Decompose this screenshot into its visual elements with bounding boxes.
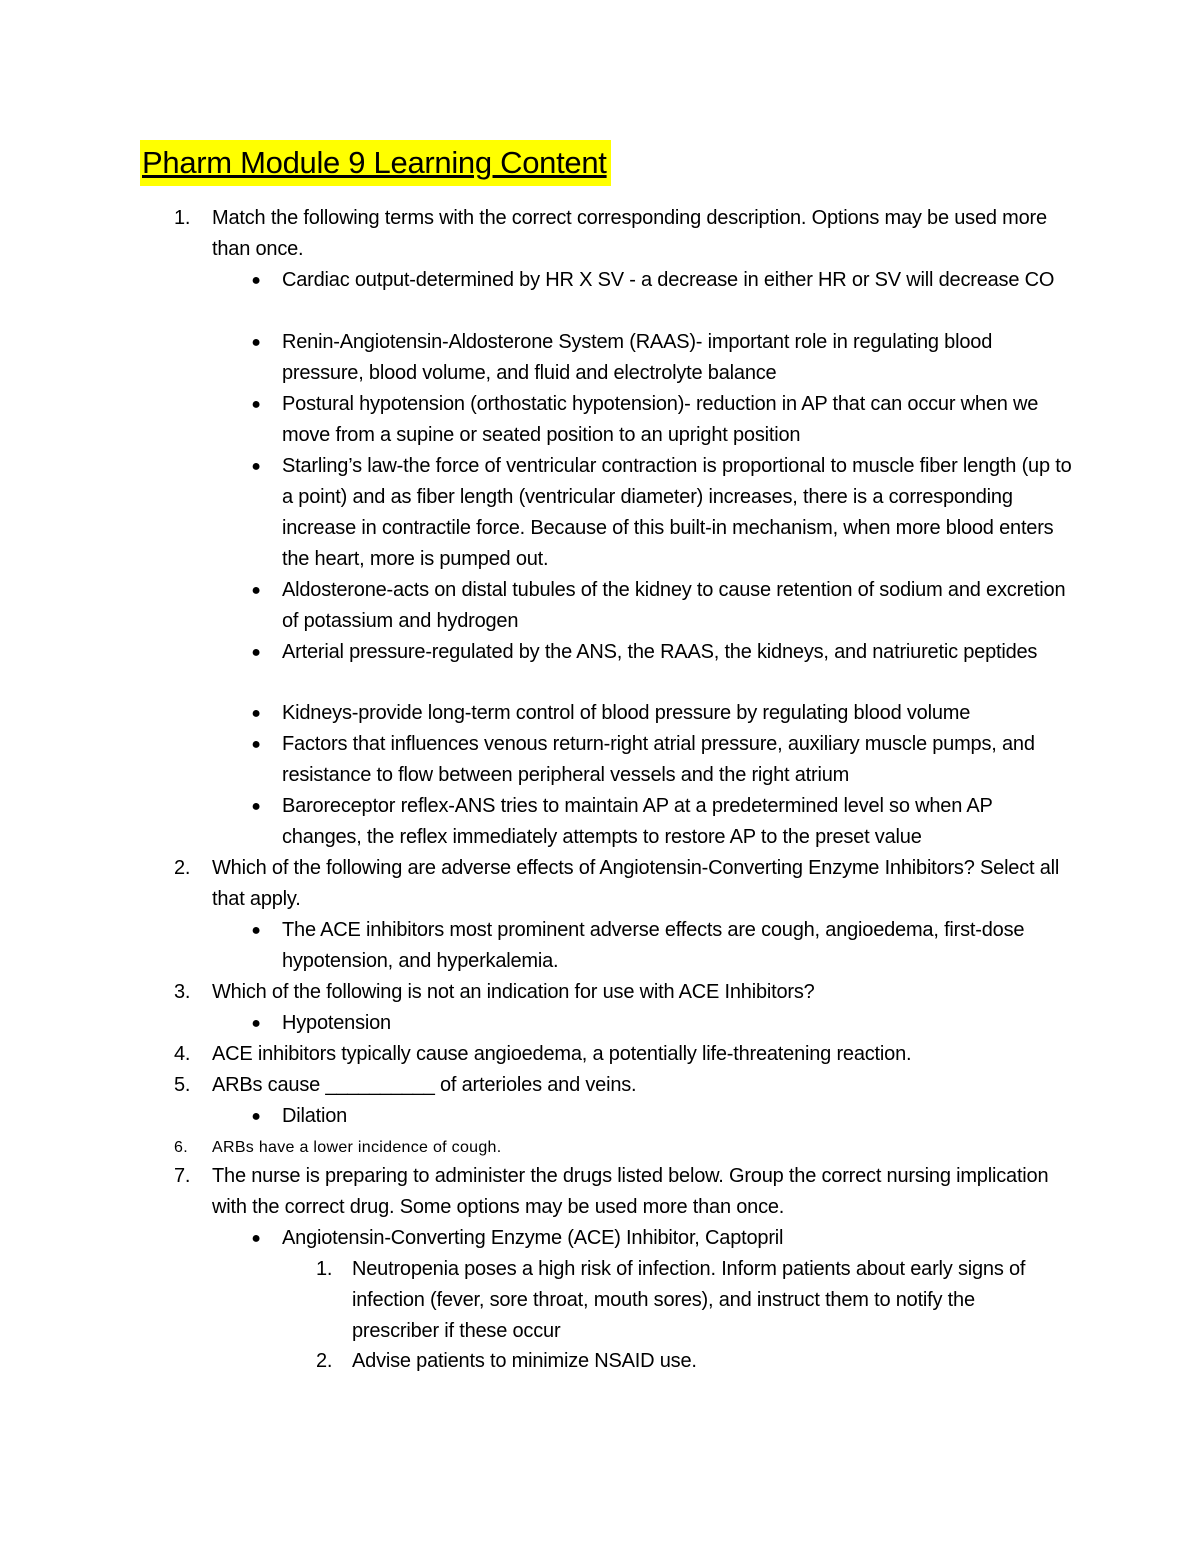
question-number: 6.: [174, 1139, 188, 1156]
sub-item-number: 1.: [316, 1258, 333, 1280]
bullet-icon: ●: [251, 1230, 261, 1247]
bullet-icon: ●: [251, 736, 261, 753]
list-item: ● Arterial pressure-regulated by the ANS, the RAAS, the kidneys, and natriuretic peptides: [246, 637, 1076, 668]
question-4: [174, 1039, 1078, 1070]
bullet-icon: ●: [251, 334, 261, 351]
bullet-icon: ●: [251, 272, 261, 289]
bullet-icon: ●: [251, 644, 261, 661]
sub-list-item: 2. Advise patients to minimize NSAID use.: [316, 1346, 1056, 1377]
list-item: ● Hypotension: [246, 1008, 1076, 1039]
question-number: 7.: [174, 1165, 191, 1187]
bullet-icon: ●: [251, 458, 261, 475]
question-5: [174, 1070, 1078, 1101]
list-item: ● Factors that influences venous return-right atrial pressure, auxiliary muscle pumps, and resistance to flow between peripheral vessels and the right atrium: [246, 729, 1076, 791]
page-title: Pharm Module 9 Learning Content: [140, 140, 611, 186]
question-number: 3.: [174, 981, 191, 1003]
list-item: ● Kidneys-provide long-term control of blood pressure by regulating blood volume: [246, 698, 1076, 729]
list-item: ● Angiotensin-Converting Enzyme (ACE) Inhibitor, Captopril: [246, 1223, 1076, 1254]
question-2: [174, 853, 1078, 915]
list-item: ● The ACE inhibitors most prominent adverse effects are cough, angioedema, first-dose hypotension, and hyperkalemia.: [246, 915, 1076, 977]
bullet-icon: ●: [251, 1108, 261, 1125]
list-item: ● Aldosterone-acts on distal tubules of the kidney to cause retention of sodium and excretion of potassium and hydrogen: [246, 575, 1076, 637]
question-text: The nurse is preparing to administer the drugs listed below. Group the correct nursing implication with the correct drug. Some options may be used more than once.: [212, 1165, 1049, 1218]
sub-item-number: 2.: [316, 1350, 333, 1372]
list-item: ● Starling’s law-the force of ventricular contraction is proportional to muscle fiber length (up to a point) and as fiber length (ventricular diameter) increases, there is a corresponding increase in contractile force. Because of this built-in mechanism, when more blood enters the heart, more is pumped out.: [246, 451, 1076, 575]
question-text: ARBs have a lower incidence of cough.: [212, 1139, 502, 1156]
bullet-icon: ●: [251, 922, 261, 939]
list-item: ● Renin-Angiotensin-Aldosterone System (RAAS)- important role in regulating blood pressure, blood volume, and fluid and electrolyte balance: [246, 327, 1076, 389]
bullet-icon: ●: [251, 396, 261, 413]
list-item: ● Dilation: [246, 1101, 1076, 1132]
question-text: Which of the following are adverse effects of Angiotensin-Converting Enzyme Inhibitors? Select all that apply.: [212, 857, 1060, 910]
question-number: 1.: [174, 207, 191, 229]
sub-list-item: 1. Neutropenia poses a high risk of infection. Inform patients about early signs of infection (fever, sore throat, mouth sores), and instruct them to notify the prescriber if these occur: [316, 1254, 1056, 1347]
question-text: ARBs cause __________ of arterioles and veins.: [212, 1074, 637, 1096]
list-item: ● Baroreceptor reflex-ANS tries to maintain AP at a predetermined level so when AP changes, the reflex immediately attempts to restore AP to the preset value: [246, 791, 1076, 853]
bullet-icon: ●: [251, 582, 261, 599]
question-text: Match the following terms with the correct corresponding description. Options may be used more than once.: [212, 207, 1047, 260]
list-item: ● Postural hypotension (orthostatic hypotension)- reduction in AP that can occur when we move from a supine or seated position to an upright position: [246, 389, 1076, 451]
bullet-icon: ●: [251, 798, 261, 815]
question-6: [174, 1132, 1078, 1163]
question-7: [174, 1161, 1078, 1223]
question-number: 2.: [174, 857, 191, 879]
bullet-icon: ●: [251, 705, 261, 722]
question-number: 4.: [174, 1043, 191, 1065]
question-number: 5.: [174, 1074, 191, 1096]
bullet-icon: ●: [251, 1015, 261, 1032]
question-text: ACE inhibitors typically cause angioedema, a potentially life-threatening reaction.: [212, 1043, 912, 1065]
question-text: Which of the following is not an indication for use with ACE Inhibitors?: [212, 981, 815, 1003]
list-item: ● Cardiac output-determined by HR X SV - a decrease in either HR or SV will decrease CO: [246, 265, 1076, 296]
question-3: [174, 977, 1078, 1008]
question-1: [174, 203, 1078, 265]
